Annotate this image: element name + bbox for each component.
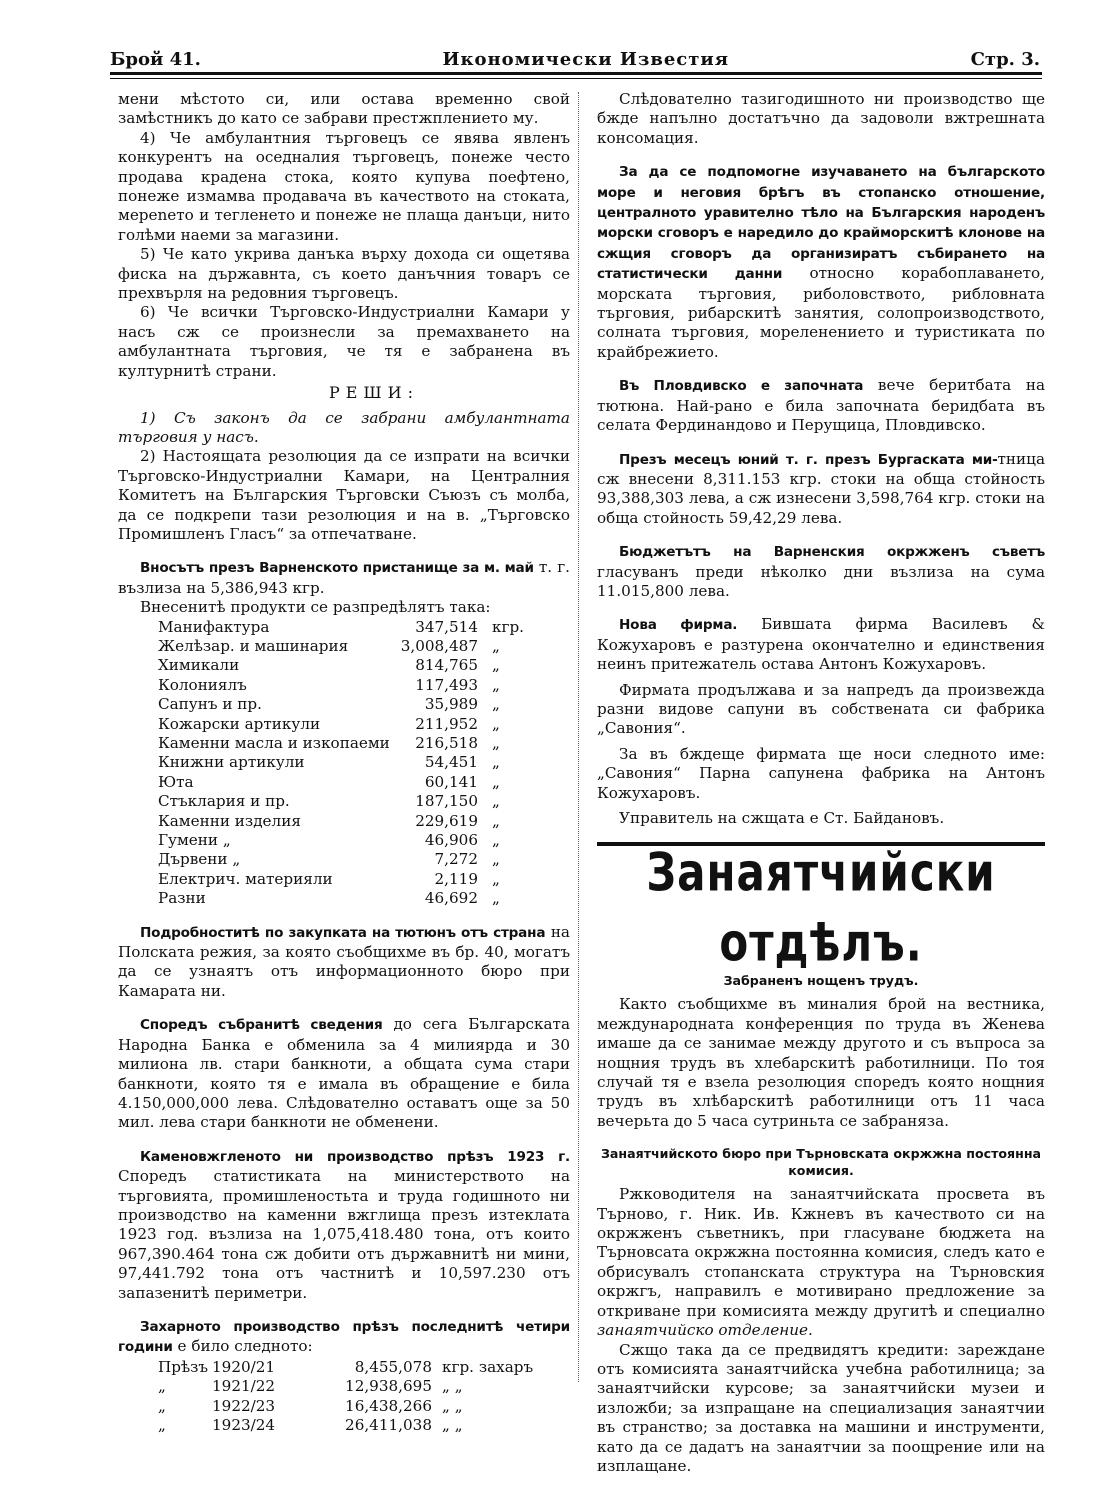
article-lead: Захарното производство прѣзъ последнитѣ четири години <box>118 1318 570 1356</box>
import-name: Юта <box>158 772 194 791</box>
table-row <box>158 695 524 714</box>
article-heading: Забраненъ нощенъ трудъ. <box>723 973 919 989</box>
article-lead: Бюджетътъ на Варненския окржженъ съветъ <box>619 544 1045 561</box>
page-number: Стр. 3. <box>970 49 1040 70</box>
table-row <box>158 1358 533 1377</box>
sugar-unit: „ „ <box>442 1396 463 1415</box>
sugar-prefix: Прѣзъ <box>158 1357 209 1376</box>
import-name: Желѣзар. и машинария <box>158 636 349 655</box>
import-name: Химикали <box>158 656 240 675</box>
firm-article: Нова фирма. Бившата фирма Василевъ & Кожухаровъ е разтурена окончателно и единствения неинъ притежатель остава Антонъ Кожухаровъ. <box>597 615 1046 674</box>
article-lead: Презъ месецъ юний т. г. презъ Бургаската ми- <box>619 451 998 468</box>
right-column <box>597 90 1045 1476</box>
import-unit: „ <box>492 831 500 850</box>
table-row <box>158 812 524 831</box>
import-value: 347,514 <box>415 617 478 636</box>
header-rule-thick <box>110 72 1042 75</box>
table-row <box>158 889 524 908</box>
imports-intro: Внесенитѣ продукти се разпредѣлятъ така: <box>140 598 491 617</box>
import-value: 7,272 <box>434 850 478 869</box>
import-value: 3,008,487 <box>400 636 478 655</box>
table-row <box>158 715 524 734</box>
resolution-item: 1) Съ законъ да се забрани амбулантната търговия у насъ. <box>118 408 570 446</box>
article-lead: Каменовжгленото ни производство прѣзъ 1923 г. <box>140 1148 570 1165</box>
sugar-value: 12,938,695 <box>345 1377 432 1396</box>
import-unit: „ <box>492 792 500 811</box>
table-row <box>158 753 524 772</box>
article-lead: За да се подпомогне изучаването на българското море и неговия брѣгъ въ стопанско отношение, централното уравително тѣло на Българския народенъ морски сговоръ е наредило до крайморскитѣ клонове на сжщия сговоръ да организиратъ събирането на статистически данни <box>597 164 1045 283</box>
import-value: 2,119 <box>434 869 478 888</box>
import-name: Сапунъ и пр. <box>158 695 262 714</box>
imports-article: Вносътъ презъ Варненското пристанище за м. май т. г. възлиза на 5,386,943 кгр. <box>118 558 570 597</box>
coal-article: Каменовжгленото ни производство прѣзъ 1923 г. Споредъ статистиката на министерството на търговията, промишленостьта и труда годишното ни производство на каменни вжглища презъ изтеклата 1923 год. възлиза на 1,075,418.480 тона, отъ които 967,390.464 тона сж добити отъ държавнитѣ ни мини, 97,441.792 тона отъ частнитѣ и 10,597.230 отъ запазенитѣ периметри. <box>118 1148 570 1302</box>
paragraph: 6) Че всички Търговско-Индустриални Камари у насъ сж се произнесли за премахването на амбулантната търговия, че тя е забранена въ културнитѣ страни. <box>118 303 570 380</box>
article-lead: Вносътъ презъ Варненското пристанище за м. май <box>140 560 534 577</box>
tobacco-article: Подробноститѣ по закупката на тютюнъ отъ страна на Полската режия, за която съобщихме въ бр. 40, могатъ да се узнаятъ отъ информационното бюро при Камарата ни. <box>118 922 570 1000</box>
newspaper-title: Икономически Известия <box>442 49 730 70</box>
sugar-prefix: „ <box>158 1377 166 1396</box>
article-heading: Занаятчийското бюро при Търновската окржжна постоянна комисия. <box>600 1146 1042 1179</box>
bank-article: Споредъ събранитѣ сведения до сега Българската Народна Банка е обменила за 4 милиярда и 30 милиона лв. стари банкноти, а общата сума стари банкноти, която тя е имала въ обращение е била 4.150,000,000 лева. Слѣдователно оставатъ още за 50 мил. лева стари банкноти не обменени. <box>118 1015 571 1132</box>
sugar-table <box>158 1358 533 1436</box>
import-name: Разни <box>158 889 206 908</box>
import-unit: кгр. <box>492 617 524 636</box>
import-unit: „ <box>492 714 500 733</box>
import-unit: „ <box>492 869 500 888</box>
column-divider <box>578 92 579 1382</box>
import-unit: „ <box>492 772 500 791</box>
import-value: 814,765 <box>415 656 478 675</box>
paragraph: 4) Че амбулантния търговецъ се явява явленъ конкурентъ на оседналия търговецъ, понеже често продава крадена стока, която купува поефтено, понеже измамва продавача въ качеството на стоката, мерenето и тегленето и понеже не плаща данъци, нито голѣми наеми за магазини. <box>118 128 570 244</box>
paragraph: Ржководителя на занаятчийската просвета въ Търново, г. Ник. Ив. Кжневъ въ качеството си на окржженъ съветникъ, при гласуване бюджета на Търновсата окржжна постоянна комисия, следъ като е обрисувалъ стопанската структура на Търновския окржгъ, направилъ е мотивирано предложение за откриване при комисията между другитѣ и специално занаятчийско отделение. <box>597 1185 1045 1340</box>
table-row <box>158 1397 533 1416</box>
import-value: 216,518 <box>415 734 478 752</box>
table-row <box>158 676 524 695</box>
table-row <box>158 870 524 889</box>
import-unit: „ <box>492 695 500 714</box>
import-value: 46,692 <box>424 889 478 908</box>
paragraph: За въ бждеще фирмата ще носи следното име: „Савония“ Парна сапунена фабрика на Антонъ Кожухаровъ. <box>597 744 1045 802</box>
import-name: Манифактура <box>158 617 270 636</box>
sugar-article: Захарното производство прѣзъ последнитѣ четири години е било следното: <box>118 1318 570 1356</box>
import-value: 211,952 <box>415 714 478 733</box>
resolution-heading: РЕШИ: <box>328 383 420 403</box>
burgas-article: Презъ месецъ юний т. г. презъ Бургаската ми-тница сж внесени 8,311.153 кгр. стоки на обща стойность 93,388,303 лева, а сж изнесени 3,598,764 кгр. стоки на обща стойность 59,42,29 лева. <box>597 449 1045 527</box>
sugar-value: 16,438,266 <box>345 1396 432 1415</box>
left-column <box>118 90 570 1435</box>
import-name: Електрич. материяли <box>158 869 333 888</box>
import-unit: „ <box>492 636 500 655</box>
import-unit: „ <box>492 675 500 694</box>
paragraph: Управитель на сжщата е Ст. Байдановъ. <box>619 809 945 827</box>
table-row <box>158 850 524 869</box>
imports-table <box>158 618 524 909</box>
table-row <box>158 831 524 850</box>
page-header <box>110 44 1040 70</box>
article-lead: Споредъ събранитѣ сведения <box>140 1017 383 1034</box>
table-row <box>158 792 524 811</box>
article-lead: Подробноститѣ по закупката на тютюнъ отъ страна <box>140 924 546 941</box>
import-value: 187,150 <box>415 792 478 811</box>
table-row <box>158 734 524 753</box>
sugar-unit: „ „ <box>442 1416 463 1434</box>
table-row <box>158 618 524 637</box>
sugar-value: 26,411,038 <box>345 1416 432 1434</box>
import-value: 229,619 <box>415 811 478 830</box>
import-unit: „ <box>492 734 500 752</box>
import-unit: „ <box>492 656 500 675</box>
header-rule-thin <box>110 78 1042 79</box>
sugar-unit: кгр. захаръ <box>442 1357 534 1376</box>
import-unit: „ <box>492 850 500 869</box>
article-lead: Въ Пловдивско е започната <box>619 378 864 395</box>
import-name: Кожарски артикули <box>158 714 321 733</box>
import-name: Каменни изделия <box>158 811 301 830</box>
import-name: Книжни артикули <box>158 753 305 772</box>
paragraph: Слѣдователно тазигодишното ни производство ще бжде напълно достатъчно да задоволи вжтрешната консомация. <box>597 90 1045 147</box>
sugar-year: 1921/22 <box>212 1377 276 1396</box>
import-value: 117,493 <box>415 675 478 694</box>
sugar-prefix: „ <box>158 1416 166 1434</box>
import-value: 35,989 <box>424 695 478 714</box>
table-row <box>158 637 524 656</box>
import-name: Стъклария и пр. <box>158 792 290 811</box>
sugar-value: 8,455,078 <box>354 1357 432 1376</box>
sugar-year: 1922/23 <box>212 1396 276 1415</box>
paragraph: мени мѣстото си, или остава временно свой замѣстникъ до като се забрави престжплението му. <box>118 90 570 128</box>
sea-article: За да се подпомогне изучаването на българското море и неговия брѣгъ въ стопанско отношение, централното уравително тѣло на Българския народенъ морски сговоръ е наредило до крайморскитѣ клонове на сжщия сговоръ да организиратъ събирането на статистически данни относно корабоплаването, морската търговия, риболовството, рибловната търговия, рибарскитѣ занятия, солопроизводството, солната търговия, мореленението и туристиката по крайбрежието. <box>597 164 1045 361</box>
import-name: Дървени „ <box>158 850 241 869</box>
sugar-year: 1920/21 <box>212 1357 276 1376</box>
table-row <box>158 1377 533 1396</box>
paragraph: Фирмата продължава и за напредъ да произвежда разни видове сапуни въ собствената си фабрика „Савония“. <box>597 680 1045 738</box>
import-name: Колониялъ <box>158 675 247 694</box>
import-name: Гумени „ <box>158 831 231 850</box>
plovdiv-article: Въ Пловдивско е започната вече беритбата на тютюна. Най-рано е била започната беридбата въ селата Фердинандово и Перущица, Пловдивско. <box>597 376 1045 435</box>
paragraph: 5) Че като укрива данъка върху дохода си ощетява фиска на държавнта, съ което данъчния товаръ се прехвърля на редовния търговецъ. <box>118 245 570 303</box>
table-row <box>158 656 524 675</box>
issue-number: Брой 41. <box>110 49 201 70</box>
import-name: Каменни масла и изкопаеми <box>158 734 390 752</box>
article-lead: Нова фирма. <box>619 617 738 634</box>
budget-article: Бюджетътъ на Варненския окржженъ съветъ гласуванъ преди нѣколко дни възлиза на сума 11.015,800 лева. <box>597 544 1045 600</box>
import-unit: „ <box>492 811 500 830</box>
sugar-year: 1923/24 <box>212 1416 276 1434</box>
section-title: Занаятчийски отдѣлъ. <box>646 842 996 974</box>
import-unit: „ <box>492 889 500 908</box>
table-row <box>158 1416 533 1435</box>
table-row <box>158 773 524 792</box>
import-value: 54,451 <box>424 753 478 772</box>
sugar-unit: „ „ <box>442 1377 463 1396</box>
sugar-prefix: „ <box>158 1396 166 1415</box>
import-value: 60,141 <box>424 772 478 791</box>
resolution-item: 2) Настоящата резолюция да се изпрати на всички Търговско-Индустриални Камари, на Централния Комитетъ на Българския Търговски Съюзъ съ молба, да се подкрепи тази резолюция и на в. „Търговско Промишленъ Гласъ“ за отпечатване. <box>118 447 570 543</box>
import-unit: „ <box>492 753 500 772</box>
paragraph: Сжщо така да се предвидятъ кредити: зареждане отъ комисията занаятчийска учебна работилница; за занаятчийски курсове; за занаятчийски музеи и изложби; за изпращане на специализация занаятчии въ странство; за доставка на машини и инструменти, като да се дадатъ на занаятчии за поощрение или на изплащане. <box>597 1340 1045 1475</box>
paragraph: Както съобщихме въ миналия брой на вестника, международната конференция по труда въ Женева имаше да се занимае между другото и съ въпроса за нощния трудъ въ хлебарскитѣ работилници. По тоя случай тя е взела резолюция споредъ която нощния трудъ въ хлѣбарскитѣ работилници отъ 11 часа вечерьта до 5 часа сутриньта се забраняза. <box>597 995 1045 1130</box>
import-value: 46,906 <box>424 831 478 850</box>
